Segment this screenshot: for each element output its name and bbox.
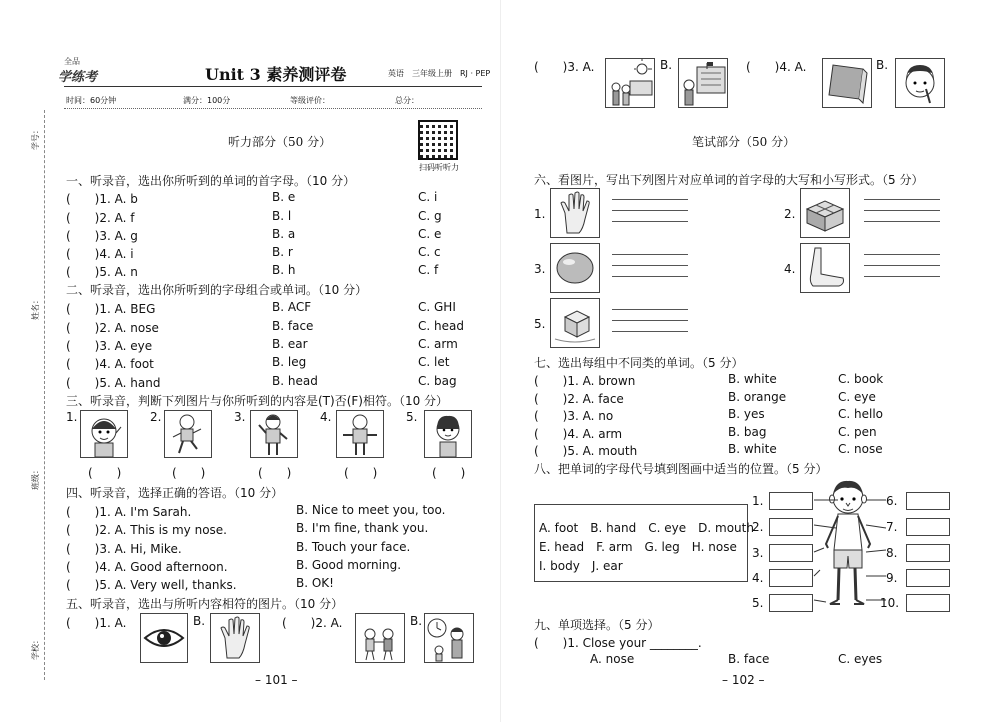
list-item: B. ear <box>272 337 308 351</box>
box-number: 6. <box>886 494 898 508</box>
answer-box-9[interactable] <box>906 569 950 587</box>
s9-opt-c: C. eyes <box>838 652 883 666</box>
list-item: C. let <box>418 355 450 369</box>
picture-number: 5. <box>406 410 418 424</box>
list-item: C. g <box>418 209 442 223</box>
list-item: B. e <box>272 190 296 204</box>
box-number: 10. <box>880 596 900 610</box>
meta-dotted-rule <box>64 108 482 109</box>
section-9-title: 九、单项选择。（5 分） <box>534 618 660 632</box>
class-label: 班级： <box>31 466 40 490</box>
list-item: ( )2. A. nose <box>66 321 159 335</box>
list-item: ( )2. A. face <box>534 392 624 406</box>
list-item: C. arm <box>418 337 458 351</box>
list-item: C. c <box>418 245 441 259</box>
brand-logo <box>58 56 114 84</box>
logo-top-text: 全品 <box>64 57 80 66</box>
word-bank-line: E. head F. arm G. leg H. nose <box>539 540 737 554</box>
picture-number: 2. <box>150 410 162 424</box>
writing-line[interactable] <box>612 221 688 222</box>
student-id-label: 学号： <box>31 126 40 150</box>
list-item: B. r <box>272 245 293 259</box>
list-item: B. yes <box>728 407 765 421</box>
page-number-left: – 101 – <box>255 673 298 687</box>
box-number: 2. <box>752 520 764 534</box>
list-item: C. i <box>418 190 438 204</box>
list-item: B. leg <box>272 355 307 369</box>
box-number: 5. <box>752 596 764 610</box>
clock-woman-picture <box>424 613 474 663</box>
binding-strip <box>0 0 52 722</box>
list-item: ( )4. A. Good afternoon. <box>66 560 228 574</box>
list-item: ( )5. A. mouth <box>534 444 638 458</box>
list-item: ( )4. A. arm <box>534 427 623 441</box>
list-item: ( )2. A. This is my nose. <box>66 523 227 537</box>
list-item: C. hello <box>838 407 884 421</box>
box-number: 4. <box>752 571 764 585</box>
picture-number: 4. <box>320 410 332 424</box>
answer-blank[interactable]: ( ) <box>172 466 206 480</box>
writing-line[interactable] <box>864 199 940 200</box>
qr-caption: 扫码听听力 <box>419 163 459 172</box>
written-title: 笔试部分（50 分） <box>692 135 796 149</box>
grade-label: 等级评价： <box>290 96 330 105</box>
logo-main-text: 学练考 <box>58 70 98 85</box>
total-label: 总分： <box>395 96 419 105</box>
answer-box-10[interactable] <box>906 594 950 612</box>
answer-box-1[interactable] <box>769 492 813 510</box>
answer-blank[interactable]: ( ) <box>344 466 378 480</box>
ice-cube-picture <box>550 298 600 348</box>
picture-number: 3. <box>534 262 546 276</box>
children-greeting-picture <box>355 613 405 663</box>
list-item: C. eye <box>838 390 876 404</box>
list-item: ( )5. A. n <box>66 265 138 279</box>
writing-line[interactable] <box>612 254 688 255</box>
s9-q1: ( )1. Close your ________. <box>534 636 702 650</box>
section-1-title: 一、听录音，选出你所听到的单词的首字母。（10 分） <box>66 174 356 188</box>
list-item: ( )3. A. Hi, Mike. <box>66 542 182 556</box>
q4-b-label: B. <box>876 58 889 72</box>
list-item: C. book <box>838 372 884 386</box>
section-7-title: 七、选出每组中不同类的单词。（5 分） <box>534 356 744 370</box>
list-item: B. Touch your face. <box>296 540 411 554</box>
section-6-title: 六、看图片，写出下列图片对应单词的首字母的大写和小写形式。（5 分） <box>534 173 924 187</box>
girl-arm-picture <box>250 410 298 458</box>
list-item: ( )5. A. hand <box>66 376 161 390</box>
school-label: 学校： <box>31 636 40 660</box>
writing-line[interactable] <box>864 254 940 255</box>
box-number: 1. <box>752 494 764 508</box>
gift-box-picture <box>800 188 850 238</box>
cut-line <box>44 110 45 680</box>
picture-number: 2. <box>784 207 796 221</box>
writing-line[interactable] <box>864 221 940 222</box>
list-item: ( )2. A. f <box>66 211 135 225</box>
s5-q2-label: ( )2. A. <box>282 616 343 630</box>
subject-info: 英语 三年级上册 RJ · PEP <box>388 69 491 78</box>
picture-number: 4. <box>784 262 796 276</box>
girl-nose-picture <box>895 58 945 108</box>
writing-line[interactable] <box>864 265 940 266</box>
list-item: B. white <box>728 442 777 456</box>
list-item: ( )1. A. I'm Sarah. <box>66 505 192 519</box>
picture-number: 1. <box>534 207 546 221</box>
list-item: B. bag <box>728 425 767 439</box>
s9-opt-b: B. face <box>728 652 770 666</box>
page-number-right: – 102 – <box>722 673 765 687</box>
section-3-title: 三、听录音，判断下列图片与你所听到的内容是(T)否(F)相符。（10 分） <box>66 394 449 408</box>
q3-label: ( )3. A. <box>534 60 595 74</box>
list-item: ( )1. A. brown <box>534 374 636 388</box>
s5-b-label: B. <box>193 614 206 628</box>
listening-title: 听力部分（50 分） <box>228 135 332 149</box>
page-title: Unit 3 素养测评卷 <box>205 65 347 84</box>
s9-opt-a: A. nose <box>590 652 635 666</box>
list-item: B. l <box>272 209 292 223</box>
section-8-title: 八、把单词的字母代号填到图画中适当的位置。（5 分） <box>534 462 828 476</box>
list-item: ( )1. A. b <box>66 192 138 206</box>
name-label: 姓名： <box>31 296 40 320</box>
writing-line[interactable] <box>864 276 940 277</box>
word-bank-line: I. body J. ear <box>539 559 623 573</box>
list-item: B. OK! <box>296 576 334 590</box>
list-item: B. Nice to meet you, too. <box>296 503 446 517</box>
writing-line[interactable] <box>612 265 688 266</box>
school-building-picture <box>678 58 728 108</box>
section-4-title: 四、听录音，选择正确的答语。（10 分） <box>66 486 284 500</box>
list-item: ( )3. A. eye <box>66 339 153 353</box>
list-item: ( )5. A. Very well, thanks. <box>66 578 237 592</box>
q3-b-label: B. <box>660 58 673 72</box>
writing-line[interactable] <box>612 199 688 200</box>
list-item: B. a <box>272 227 296 241</box>
section-2-title: 二、听录音，选出你所听到的字母组合或单词。（10 分） <box>66 283 368 297</box>
answer-blank[interactable]: ( ) <box>258 466 292 480</box>
foot-picture <box>800 243 850 293</box>
q4-label: ( )4. A. <box>746 60 807 74</box>
list-item: B. orange <box>728 390 787 404</box>
list-item: C. pen <box>838 425 877 439</box>
box-number: 3. <box>752 546 764 560</box>
answer-box-2[interactable] <box>769 518 813 536</box>
list-item: B. h <box>272 263 296 277</box>
answer-box-3[interactable] <box>769 544 813 562</box>
header-rule <box>64 86 482 87</box>
boy-ear-picture <box>80 410 128 458</box>
list-item: C. e <box>418 227 442 241</box>
boy-body-picture <box>336 410 384 458</box>
writing-line[interactable] <box>612 320 688 321</box>
boy-foot-picture <box>164 410 212 458</box>
book-picture <box>822 58 872 108</box>
list-item: B. face <box>272 319 314 333</box>
word-bank-line: A. foot B. hand C. eye D. mouth <box>539 521 754 535</box>
section-5-title: 五、听录音，选出与所听内容相符的图片。（10 分） <box>66 597 344 611</box>
answer-blank[interactable]: ( ) <box>432 466 466 480</box>
eye-picture <box>140 613 188 663</box>
list-item: ( )3. A. no <box>534 409 614 423</box>
hand-picture <box>210 613 260 663</box>
list-item: C. GHI <box>418 300 456 314</box>
list-item: ( )4. A. foot <box>66 357 154 371</box>
writing-line[interactable] <box>612 210 688 211</box>
list-item: B. Good morning. <box>296 558 402 572</box>
s5-b2-label: B. <box>410 614 423 628</box>
writing-line[interactable] <box>612 331 688 332</box>
box-number: 8. <box>886 546 898 560</box>
answer-box-6[interactable] <box>906 492 950 510</box>
picture-number: 5. <box>534 317 546 331</box>
egg-picture <box>550 243 600 293</box>
full-score-label: 满分：100分 <box>183 96 231 105</box>
writing-line[interactable] <box>612 309 688 310</box>
list-item: ( )3. A. g <box>66 229 138 243</box>
list-item: C. bag <box>418 374 457 388</box>
box-number: 7. <box>886 520 898 534</box>
time-label: 时间：60分钟 <box>66 96 117 105</box>
word-bank-box <box>534 504 754 582</box>
hand-picture <box>550 188 600 238</box>
list-item: B. ACF <box>272 300 312 314</box>
answer-box-4[interactable] <box>769 569 813 587</box>
list-item: B. white <box>728 372 777 386</box>
picture-number: 1. <box>66 410 78 424</box>
answer-box-7[interactable] <box>906 518 950 536</box>
list-item: C. nose <box>838 442 883 456</box>
list-item: ( )4. A. i <box>66 247 134 261</box>
box-number: 9. <box>886 571 898 585</box>
list-item: C. head <box>418 319 464 333</box>
list-item: ( )1. A. BEG <box>66 302 156 316</box>
list-item: B. head <box>272 374 318 388</box>
list-item: C. f <box>418 263 439 277</box>
page-fold <box>500 0 501 722</box>
girl-face-picture <box>424 410 472 458</box>
answer-blank[interactable]: ( ) <box>88 466 122 480</box>
qr-code-icon[interactable] <box>418 120 458 160</box>
writing-line[interactable] <box>612 276 688 277</box>
s5-q1-label: ( )1. A. <box>66 616 127 630</box>
children-school-picture <box>605 58 655 108</box>
answer-box-5[interactable] <box>769 594 813 612</box>
answer-box-8[interactable] <box>906 544 950 562</box>
picture-number: 3. <box>234 410 246 424</box>
list-item: B. I'm fine, thank you. <box>296 521 429 535</box>
writing-line[interactable] <box>864 210 940 211</box>
